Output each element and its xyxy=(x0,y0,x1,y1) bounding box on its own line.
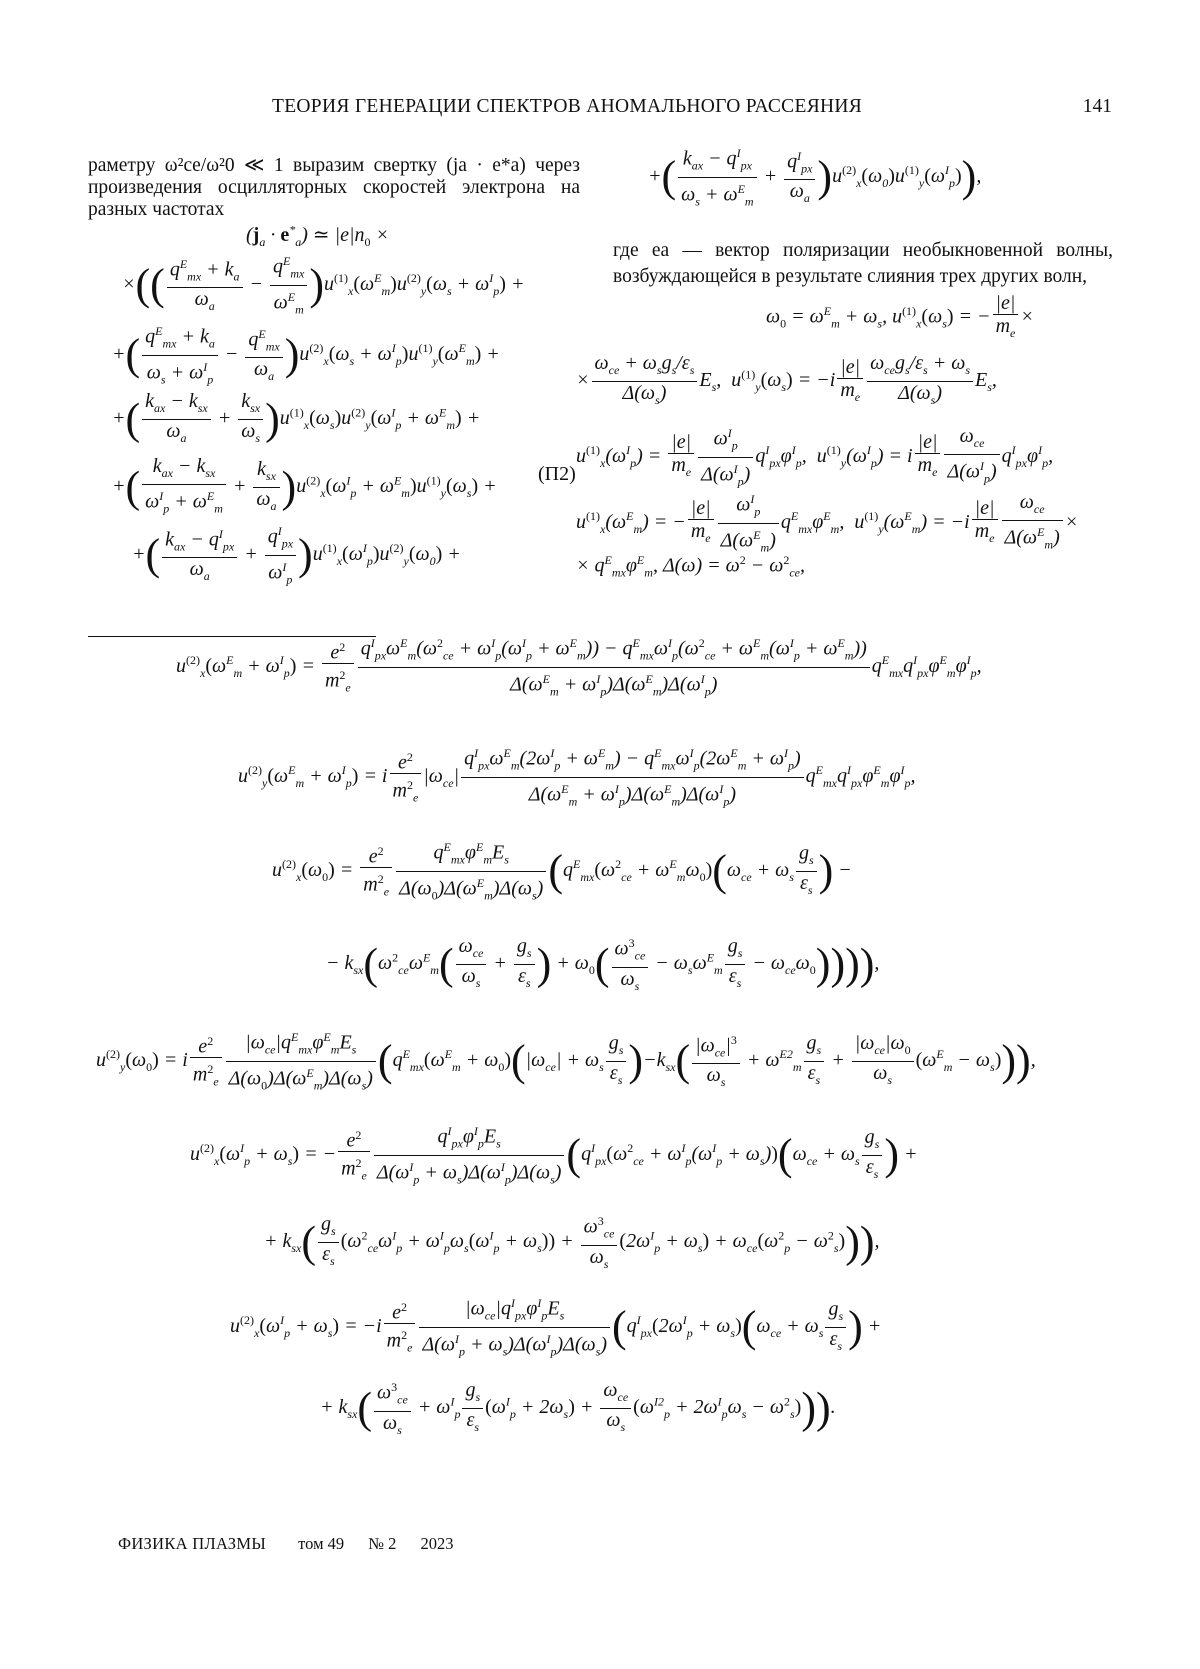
equation-line-1: ×(( $\frac{q^E_{mx} + k_a}{\omega_a}$ − $\frac{q^E_{mx}}{\omega^E_m}$ )$u^{(1)}_x(\omega^E_m)u^{(2)}_y(\omega_s + \omega^I_p)$ + xyxy=(122,250,524,320)
equation-uy2-wm-wp: $u^{(2)}_y(\omega^E_m + \omega^I_p) = i$ $\frac{e^2}{m^2_e}$ $|\omega_{ce}|$ $\frac{q^I_{px}\omega^E_m(2\omega^I_p + \omega^E_m) - q^E_{mx}\omega^I_p(2\omega^E_m + \omega^I_p)}{\Delta(\omega^E_m + \omega^I_p)\Delta(\omega^E_m)\Delta(\omega^I_p)}$ $q^E_{mx}q^I_{px}\varphi^E_m\varphi^I_p$, xyxy=(238,742,916,812)
equation-ja-ea: $(j_a \cdot e^*_a)$ ≃ $|e|n_0$ × xyxy=(246,222,390,249)
journal-volume: том 49 xyxy=(298,1534,345,1553)
page-footer xyxy=(118,1534,474,1554)
equation-ux2-w0: $u^{(2)}_x(\omega_0)$ = $\frac{e^2}{m^2_e}$ $\frac{q^E_{mx}\varphi^E_mE_s}{\Delta(\omega_0)\Delta(\omega^E_m)\Delta(\omega_s)}$ ($q^E_{mx}(\omega^2_{ce} + \omega^E_m\omega_0)(\omega_{ce} + \omega_s$ $\frac{g_s}{\varepsilon_s}$ ) − xyxy=(272,836,852,906)
equation-omega0: $\omega_0 = \omega^E_m + \omega_s$, $u^{(1)}_x(\omega_s)$ = − $\frac{|e|}{m_e}$ × xyxy=(766,292,1034,340)
equation-ux1-wm: $u^{(1)}_x(\omega^E_m)$ = − $\frac{|e|}{m_e}$ $\frac{\omega^I_p}{\Delta(\omega^E_m)}$ $q^E_{mx}\varphi^E_m$, $u^{(1)}_y(\omega^E_m) = -i$ $\frac{|e|}{m_e}$ $\frac{\omega_{ce}}{\Delta(\omega^E_m)}$ × xyxy=(576,488,1078,558)
equation-ux2-wp-ws-cont: + $k_{sx}$( $\frac{g_s}{\varepsilon_s}$ $(\omega^2_{ce}\omega^I_p + \omega^I_p\omega_s(\omega^I_p + \omega_s))$ + $\frac{\omega^3_{ce}}{\omega_s}$ $(2\omega^I_p + \omega_s) + \omega_{ce}(\omega^2_p - \omega^2_s)$)), xyxy=(264,1210,880,1275)
equation-label: (П2) xyxy=(538,463,576,485)
equation-line-5: +( $\frac{k_{ax} - q^I_{px}}{\omega_a}$ + $\frac{q^I_{px}}{\omega^I_p}$ )$u^{(1)}_x(\omega^I_p)u^{(2)}_y(\omega_0)$ + xyxy=(132,520,461,590)
equation-uy2-wp-ws: $u^{(2)}_x(\omega^I_p + \omega_s) = -i$ $\frac{e^2}{m^2_e}$ $\frac{|\omega_{ce}|q^I_{px}\varphi^I_pE_s}{\Delta(\omega^I_p + \omega_s)\Delta(\omega^I_p)\Delta(\omega_s)}$ ($q^I_{px}(2\omega^I_p + \omega_s)(\omega_{ce} + \omega_s$ $\frac{g_s}{\varepsilon_s}$ ) + xyxy=(230,1292,881,1362)
equation-line-6: +( $\frac{k_{ax} - q^I_{px}}{\omega_s + \omega^E_m}$ + $\frac{q^I_{px}}{\omega_a}$ )$u^{(2)}_x(\omega_0)u^{(1)}_y(\omega^I_p)$), xyxy=(648,142,981,212)
equation-uy2-w0: $u^{(2)}_y(\omega_0) = i$ $\frac{e^2}{m^2_e}$ $\frac{|\omega_{ce}|q^E_{mx}\varphi^E_mE_s}{\Delta(\omega_0)\Delta(\omega^E_m)\Delta(\omega_s)}$ ($q^E_{mx}(\omega^E_m + \omega_0)(|\omega_{ce}| + \omega_s$ $\frac{g_s}{\varepsilon_s}$ )$-k_{sx}$( $\frac{|\omega_{ce}|^3}{\omega_s}$ + $\omega^{E2}_m$ $\frac{g_s}{\varepsilon_s}$ + $\frac{|\omega_{ce}|\omega_0}{\omega_s}$ $(\omega^E_m - \omega_s)$)), xyxy=(96,1026,1036,1096)
journal-name: ФИЗИКА ПЛАЗМЫ xyxy=(118,1534,267,1553)
equation-ux1-wp: $u^{(1)}_x(\omega^I_p)$ = $\frac{|e|}{m_e}$ $\frac{\omega^I_p}{\Delta(\omega^I_p)}$ $q^I_{px}\varphi^I_p$, $u^{(1)}_y(\omega^I_p) = i$ $\frac{|e|}{m_e}$ $\frac{\omega_{ce}}{\Delta(\omega^I_p)}$ $q^I_{px}\varphi^I_p$, xyxy=(576,422,1053,492)
running-header xyxy=(272,96,1112,122)
journal-issue: № 2 xyxy=(368,1534,397,1553)
right-column xyxy=(613,238,1113,290)
equation-ux1-ws: × $\frac{\omega_{ce} + \omega_sg_s/\varepsilon_s}{\Delta(\omega_s)}$ $E_s$, $u^{(1)}_y(\omega_s) = -i$ $\frac{|e|}{m_e}$ $\frac{\omega_{ce}g_s/\varepsilon_s + \omega_s}{\Delta(\omega_s)}$ $E_s$, xyxy=(576,352,997,407)
equation-ux2-wm-wp: $u^{(2)}_x(\omega^E_m + \omega^I_p)$ = $\frac{e^2}{m^2_e}$ $q^I_{px}\omega^E_m(\omega^2_{ce} + \omega^I_p(\omega^I_p + \omega^E_m)) - q^E_{mx}\omega^I_p(\omega^2_{ce} + \omega^E_m(\omega^I_p + \omega^E_m))$ $\Delta(\omega^E_m + \omega^I_p)\Delta(\omega^E_m)\Delta(\omega^I_p)$ $q^E_{mx}q^I_{px}\varphi^E_m\varphi^I_p$, xyxy=(176,632,982,702)
intro-paragraph: раметру ω²ce/ω²0 ≪ 1 выразим свертку (ja · e*a) через произведения осцилляторных скоростей электрона на разных частотах xyxy=(88,155,580,220)
equation-delta: × $q^E_{mx}\varphi^E_m$, $\Delta(\omega) = \omega^2 - \omega^2_{ce}$, xyxy=(576,553,806,580)
left-column xyxy=(88,155,580,221)
equation-ux2-wp-ws: $u^{(2)}_x(\omega^I_p + \omega_s)$ = − $\frac{e^2}{m^2_e}$ $\frac{q^I_{px}\varphi^I_pE_s}{\Delta(\omega^I_p + \omega_s)\Delta(\omega^I_p)\Delta(\omega_s)}$ ($q^I_{px}(\omega^2_{ce} + \omega^I_p(\omega^I_p + \omega_s))(\omega_{ce} + \omega_s$ $\frac{g_s}{\varepsilon_s}$ ) + xyxy=(190,1120,917,1190)
explanation-paragraph: где ea — вектор поляризации необыкновенной волны, возбуждающейся в результате слияния трех других волн, xyxy=(613,240,1113,287)
equation-ux2-w0-cont: − $k_{sx}(\omega^2_{ce}\omega^E_m$( $\frac{\omega_{ce}}{\omega_s}$ + $\frac{g_s}{\varepsilon_s}$ ) + $\omega_0$( $\frac{\omega^3_{ce}}{\omega_s}$ − $\omega_s\omega^E_m$ $\frac{g_s}{\varepsilon_s}$ − $\omega_{ce}\omega_0$)))), xyxy=(326,932,879,997)
page-number: 141 xyxy=(1082,96,1112,117)
journal-year: 2023 xyxy=(420,1534,454,1553)
equation-uy2-wp-ws-cont: + $k_{sx}$( $\frac{\omega^3_{ce}}{\omega_s}$ + $\omega^I_p$ $\frac{g_s}{\varepsilon_s}$ $(\omega^I_p + 2\omega_s)$ + $\frac{\omega_{ce}}{\omega_s}$ $(\omega^{I2}_p + 2\omega^I_p\omega_s - \omega^2_s)$)). xyxy=(320,1376,836,1441)
equation-line-2: +( $\frac{q^E_{mx} + k_a}{\omega_s + \omega^I_p}$ − $\frac{q^E_{mx}}{\omega_a}$ )$u^{(2)}_x(\omega_s + \omega^I_p)u^{(1)}_y(\omega^E_m)$ + xyxy=(112,320,500,390)
running-title: ТЕОРИЯ ГЕНЕРАЦИИ СПЕКТРОВ АНОМАЛЬНОГО РАССЕЯНИЯ xyxy=(272,96,863,117)
equation-line-3: +( $\frac{k_{ax} - k_{sx}}{\omega_a}$ + $\frac{k_{sx}}{\omega_s}$ )$u^{(1)}_x(\omega_s)u^{(2)}_y(\omega^I_p + \omega^E_m)$ + xyxy=(112,390,481,445)
equation-line-4: +( $\frac{k_{ax} - k_{sx}}{\omega^I_p + \omega^E_m}$ + $\frac{k_{sx}}{\omega_a}$ )$u^{(2)}_x(\omega^I_p + \omega^E_m)u^{(1)}_y(\omega_s)$ + xyxy=(112,455,497,516)
